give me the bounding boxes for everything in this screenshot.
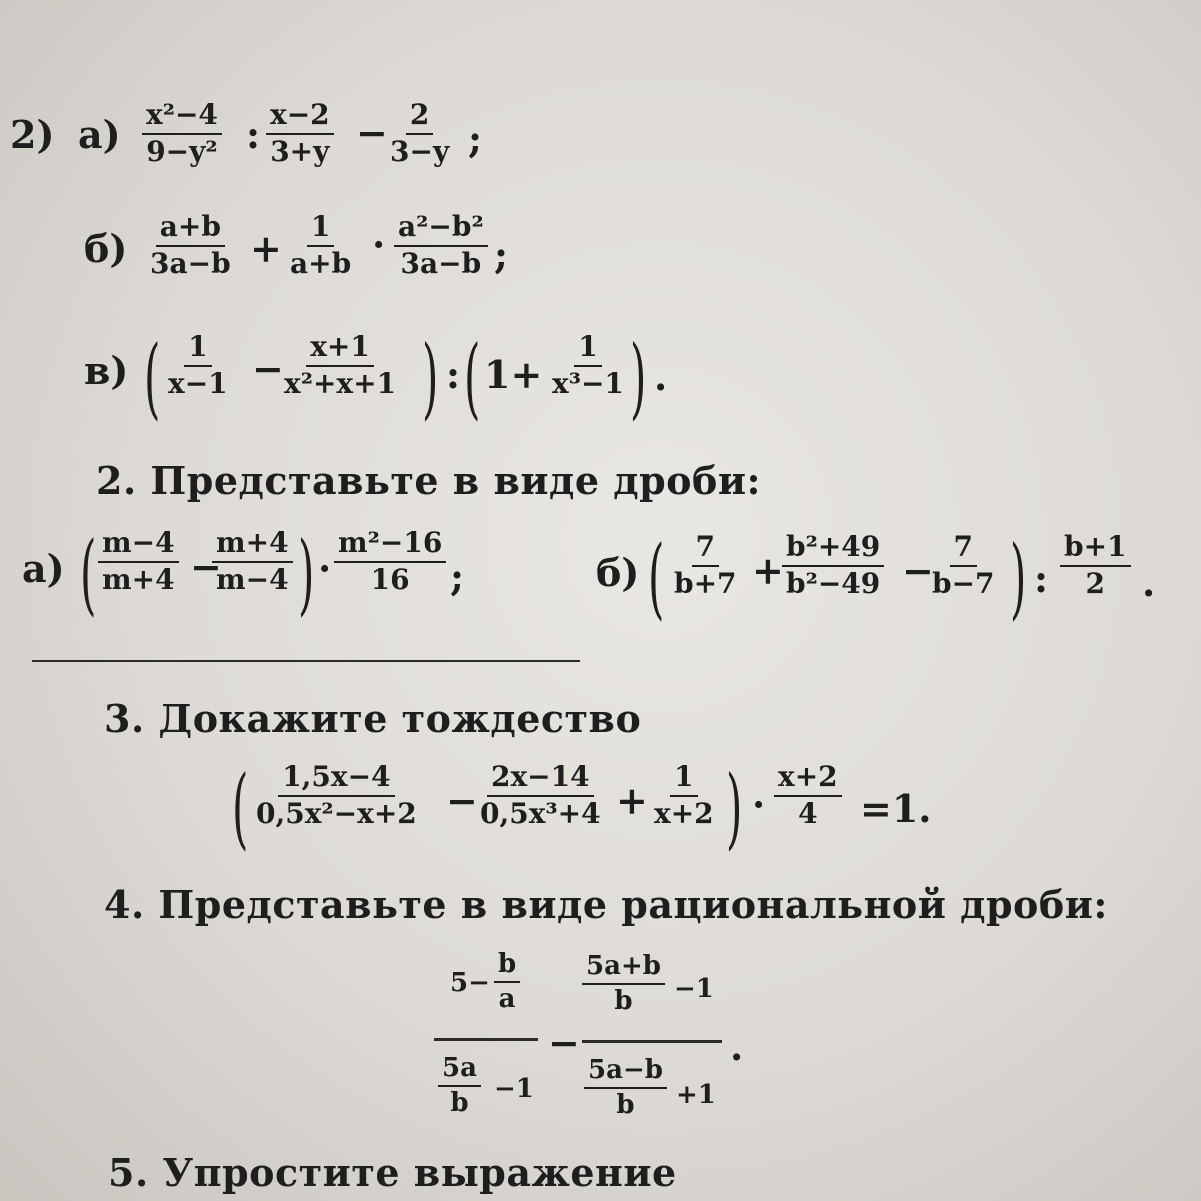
operator: − [190, 544, 222, 589]
task-5-heading: 5. Упростите выражение [108, 1150, 677, 1195]
right-paren: ) [630, 326, 647, 429]
fraction-bar [434, 1038, 538, 1041]
fraction: $\frac{1}{\text{x³−1}}$ [552, 330, 624, 400]
operator: : [246, 112, 261, 157]
divider [32, 660, 580, 662]
fraction: $\frac{b+1}{2}$ [1060, 532, 1131, 600]
problem-number: 2) [10, 112, 55, 157]
item-label-v: в) [84, 348, 129, 393]
fraction: $\frac{1}{a+b}$ [290, 210, 352, 280]
terminator: . [730, 1024, 744, 1069]
fraction: $\frac{7}{b-7}$ [932, 530, 995, 600]
fraction: $\frac{5a-b}{b}$ [584, 1056, 667, 1119]
task-4-heading: 4. Представьте в виде рациональной дроби: [104, 882, 1108, 927]
right-paren: ) [1010, 526, 1027, 629]
right-paren: ) [422, 326, 439, 429]
left-paren: ( [232, 756, 249, 859]
complex-denominator-term: −1 [494, 1074, 534, 1104]
term-one-plus: 1+ [484, 352, 543, 397]
fraction: $\frac{m+4}{m-4}$ [212, 528, 293, 596]
operator: − [548, 1020, 580, 1065]
fraction: $\frac{x+1}{\text{x²+x+1}}$ [284, 330, 397, 400]
complex-numerator-term: −1 [674, 974, 714, 1004]
task-3-heading: 3. Докажите тождество [104, 696, 642, 741]
operator: − [252, 346, 284, 391]
item-label-b: б) [596, 550, 640, 595]
fraction: $\frac{5a}{b}$ [438, 1054, 481, 1117]
fraction: $\frac{2}{3-y}$ [390, 98, 450, 168]
equals-result: =1. [860, 786, 932, 831]
fraction: $\frac{\text{m²−16}}{16}$ [334, 528, 446, 596]
left-paren: ( [144, 326, 161, 429]
terminator: ; [450, 554, 465, 599]
operator: · [752, 782, 766, 827]
task-2-heading: 2. Представьте в виде дроби: [96, 458, 762, 503]
fraction: $\frac{m-4}{m+4}$ [98, 528, 179, 596]
fraction: $\frac{a+b}{3a-b}$ [150, 210, 231, 280]
operator: : [1034, 556, 1049, 601]
operator: + [250, 226, 282, 271]
terminator: . [654, 354, 668, 399]
right-paren: ) [726, 756, 743, 859]
fraction: $\frac{\text{a²−b²}}{3a-b}$ [394, 212, 488, 280]
fraction: $\frac{5a+b}{b}$ [582, 952, 665, 1015]
terminator: ; [494, 232, 509, 277]
fraction-bar [582, 1040, 722, 1043]
operator: − [356, 110, 388, 155]
terminator: . [1142, 560, 1156, 605]
fraction: $\frac{x-2}{3+y}$ [266, 100, 334, 168]
left-paren: ( [464, 326, 481, 429]
operator: : [446, 352, 461, 397]
item-label-a: а) [22, 546, 65, 591]
complex-numerator: 5− [450, 968, 490, 998]
fraction: $\frac{7}{b+7}$ [674, 530, 737, 600]
operator: + [616, 778, 648, 823]
item-label-b: б) [84, 226, 128, 271]
operator: − [902, 548, 934, 593]
fraction: $\frac{1}{x+2}$ [654, 760, 714, 830]
item-label-a: а) [78, 112, 121, 157]
operator: · [372, 222, 386, 267]
operator: + [752, 548, 784, 593]
fraction: $\frac{1,5x-4}{\text{0,5x²−x+2}}$ [256, 760, 417, 830]
complex-denominator-term: +1 [676, 1080, 716, 1110]
operator: · [318, 546, 332, 591]
left-paren: ( [648, 526, 665, 629]
fraction: $\frac{\text{x²−4}}{\text{9−y²}}$ [142, 100, 222, 168]
left-paren: ( [80, 522, 97, 625]
fraction: $\frac{b}{a}$ [494, 950, 520, 1013]
fraction: $\frac{\text{b²+49}}{\text{b²−49}}$ [782, 532, 884, 600]
fraction: $\frac{1}{x-1}$ [168, 330, 228, 400]
right-paren: ) [298, 522, 315, 625]
operator: − [446, 778, 478, 823]
fraction: $\frac{x+2}{4}$ [774, 762, 842, 830]
fraction: $\frac{2x-14}{\text{0,5x³+4}}$ [480, 760, 601, 830]
terminator: ; [468, 116, 483, 161]
